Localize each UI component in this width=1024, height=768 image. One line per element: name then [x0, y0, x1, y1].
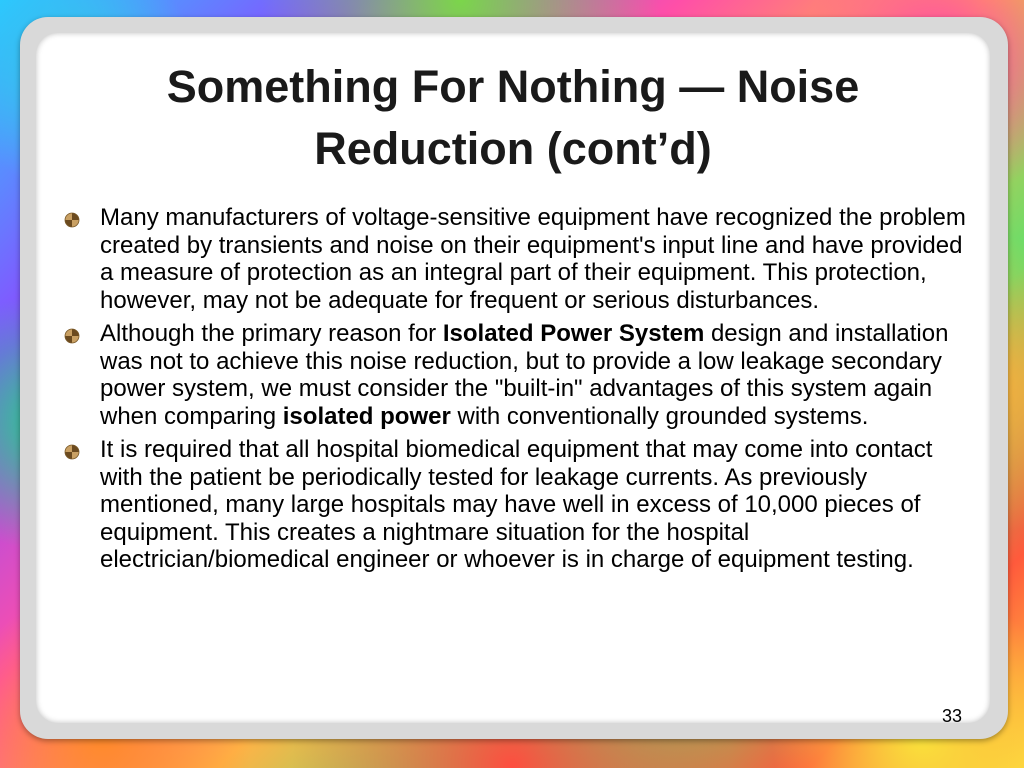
title-line-2: Reduction (cont’d) — [314, 123, 712, 174]
page-number: 33 — [941, 706, 962, 726]
bullet-text-part: design and installation was not to achieve this noise reduction, but to provide a low leakage secondary power system, we must consider the "built-in" advantages of this system again when comparing — [100, 320, 949, 430]
sphere-bullet-icon — [64, 444, 80, 460]
bullet-item-2 — [60, 320, 970, 430]
bullet-bold-term: Isolated Power System — [442, 320, 705, 347]
title-line-1: Something For Nothing — Noise — [166, 61, 860, 112]
bullet-item-1 — [60, 204, 970, 314]
sphere-bullet-icon — [64, 328, 80, 344]
bullet-item-3 — [60, 436, 970, 574]
bullet-text: Many manufacturers of voltage-sensitive equipment have recognized the problem created by transients and noise on their equipment's input line and have provided a measure of protection as an integral part of their equipment. This protection, however, may not be adequate for frequent or serious disturbances. — [100, 204, 966, 314]
bullet-text: It is required that all hospital biomedical equipment that may come into contact with the patient be periodically tested for leakage currents. As previously mentioned, many large hospitals may have well in excess of 10,000 pieces of equipment. This creates a nightmare situation for the hospital electrician/biomedical engineer or whoever is in charge of equipment testing. — [100, 436, 933, 573]
sphere-bullet-icon — [64, 212, 80, 228]
bullet-text-part: Although the primary reason for — [100, 320, 443, 347]
bullet-bold-term: isolated power — [282, 402, 451, 430]
bullet-text-part: with conventionally grounded systems. — [450, 402, 869, 430]
bullet-list — [60, 204, 970, 580]
slide-title — [36, 56, 990, 180]
